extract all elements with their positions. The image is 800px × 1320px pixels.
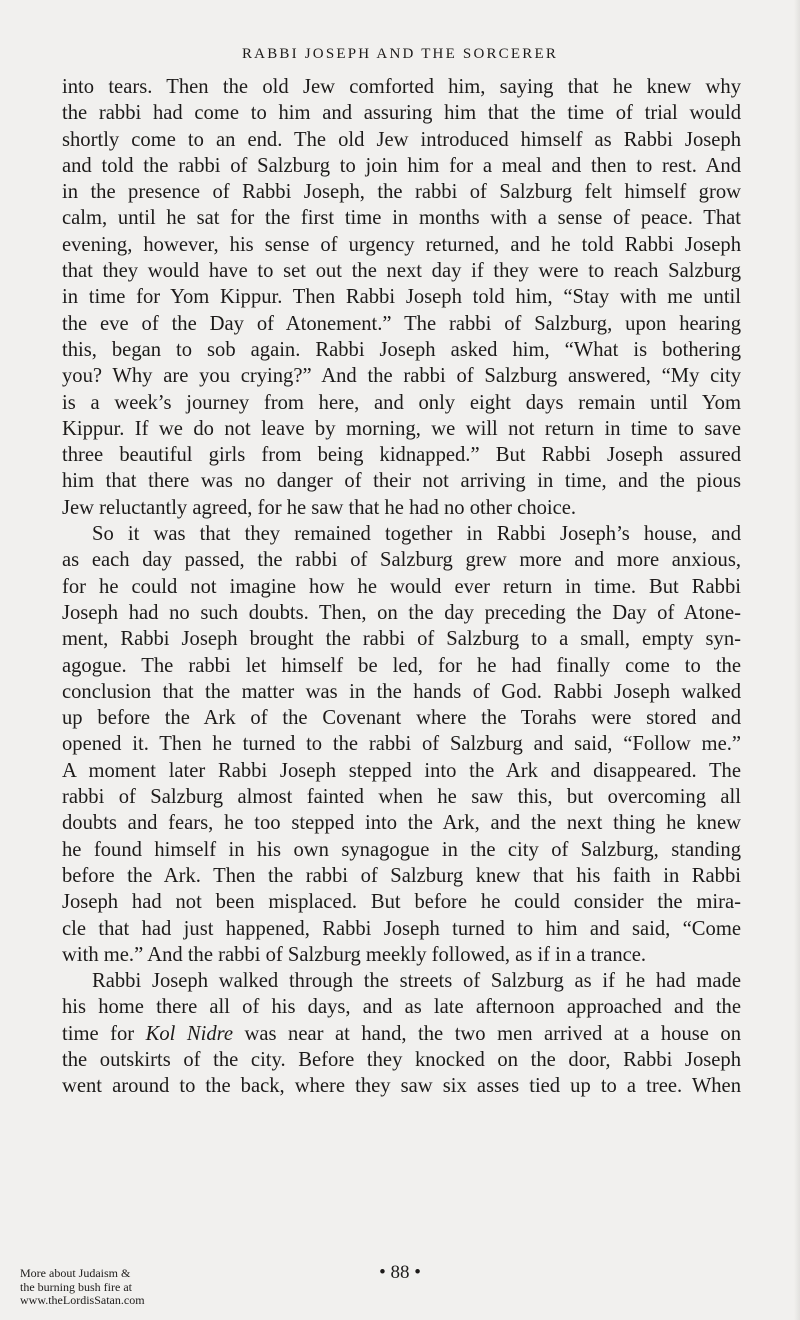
text-line: in time for Yom Kippur. Then Rabbi Joseph told him, “Stay with me until — [62, 286, 741, 309]
text-line: cle that had just happened, Rabbi Joseph turned to him and said, “Come — [62, 917, 741, 940]
text-line: you? Why are you crying?” And the rabbi of Salzburg answered, “My city — [62, 365, 741, 388]
text-line: agogue. The rabbi let himself be led, for he had finally come to the — [62, 654, 741, 677]
text-line: opened it. Then he turned to the rabbi of Salzburg and said, “Follow me.” — [62, 733, 741, 756]
text-line: rabbi of Salzburg almost fainted when he saw this, but overcoming all — [62, 786, 741, 809]
kol-nidre-italic: Kol Nidre — [145, 1022, 234, 1045]
footer-note-line: More about Judaism & — [20, 1266, 131, 1280]
text-line-kol-nidre — [62, 1021, 741, 1047]
text-line: is a week’s journey from here, and only eight days remain until Yom — [62, 391, 741, 414]
text-line: before the Ark. Then the rabbi of Salzburg knew that his faith in Rabbi — [62, 864, 741, 887]
text-line: Joseph had not been misplaced. But before he could consider the mira- — [62, 891, 741, 914]
text-line: conclusion that the matter was in the hands of God. Rabbi Joseph walked — [62, 680, 741, 703]
text-line: he found himself in his own synagogue in the city of Salzburg, standing — [62, 838, 741, 861]
text-line: Rabbi Joseph walked through the streets of Salzburg as if he had made — [92, 970, 741, 993]
text-line: this, began to sob again. Rabbi Joseph asked him, “What is bothering — [62, 338, 741, 361]
text-line: ment, Rabbi Joseph brought the rabbi of Salzburg to a small, empty syn- — [62, 628, 741, 651]
text-after-kol-nidre: was near at hand, the two men arrived at a house on — [233, 1022, 741, 1045]
text-line: the outskirts of the city. Before they knocked on the door, Rabbi Joseph — [62, 1048, 741, 1071]
body-text — [62, 74, 741, 1100]
text-line: the eve of the Day of Atonement.” The rabbi of Salzburg, upon hearing — [62, 312, 741, 335]
text-line: with me.” And the rabbi of Salzburg meekly followed, as if in a trance. — [62, 943, 647, 966]
footer-note-line: the burning bush fire at — [20, 1279, 132, 1294]
text-line: three beautiful girls from being kidnapped.” But Rabbi Joseph assured — [62, 444, 741, 467]
text-line: that they would have to set out the next day if they were to reach Salzburg — [62, 260, 741, 283]
text-line: the rabbi had come to him and assuring him that the time of trial would — [62, 102, 741, 125]
text-line: as each day passed, the rabbi of Salzburg grew more and more anxious, — [62, 549, 741, 572]
text-line: up before the Ark of the Covenant where the Torahs were stored and — [62, 707, 741, 730]
text-line: Jew reluctantly agreed, for he saw that he had no other choice. — [62, 496, 577, 519]
text-before-kol-nidre: time for — [62, 1022, 146, 1045]
text-line: evening, however, his sense of urgency returned, and he told Rabbi Joseph — [62, 233, 741, 256]
text-line: doubts and fears, he too stepped into the Ark, and the next thing he knew — [62, 812, 741, 835]
text-line: shortly come to an end. The old Jew introduced himself as Rabbi Joseph — [62, 128, 741, 151]
text-line: his home there all of his days, and as late afternoon approached and the — [62, 996, 741, 1019]
running-head: RABBI JOSEPH AND THE SORCERER — [241, 46, 559, 62]
text-line: calm, until he sat for the first time in months with a sense of peace. That — [62, 207, 741, 230]
text-line: for he could not imagine how he would ever return in time. But Rabbi — [62, 575, 741, 598]
scan-edge — [794, 0, 800, 1320]
text-line: into tears. Then the old Jew comforted him, saying that he knew why — [62, 76, 741, 98]
footer-note-line: www.theLordisSatan.com — [20, 1293, 145, 1307]
text-line: A moment later Rabbi Joseph stepped into the Ark and disappeared. The — [62, 759, 741, 782]
text-line: Kippur. If we do not leave by morning, we will not return in time to save — [62, 417, 741, 440]
text-line: him that there was no danger of their not arriving in time, and the pious — [62, 470, 741, 493]
text-line: So it was that they remained together in Rabbi Joseph’s house, and — [92, 523, 741, 546]
footer-note — [20, 1267, 200, 1308]
text-line: and told the rabbi of Salzburg to join him for a meal and then to rest. And — [62, 154, 741, 177]
text-line: Joseph had no such doubts. Then, on the day preceding the Day of Atone- — [62, 601, 741, 624]
text-line: in the presence of Rabbi Joseph, the rabbi of Salzburg felt himself grow — [62, 181, 741, 204]
text-line: went around to the back, where they saw six asses tied up to a tree. When — [62, 1075, 741, 1098]
page-number: • 88 • — [379, 1262, 421, 1283]
